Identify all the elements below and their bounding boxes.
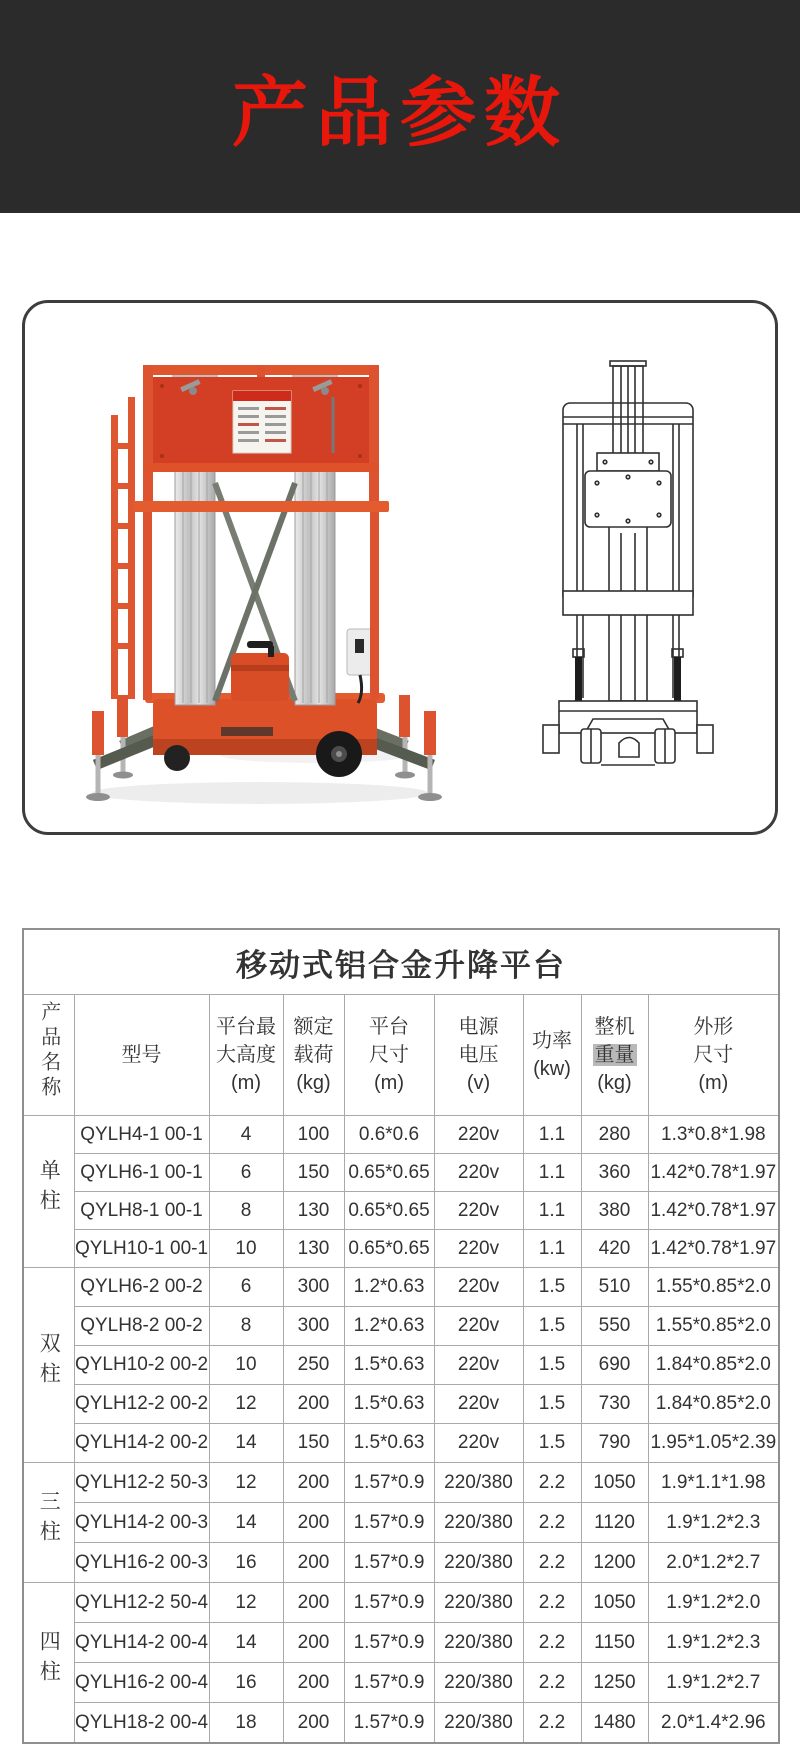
hero-section <box>0 0 800 213</box>
cell-model: QYLH8-1 00-1 <box>74 1192 209 1230</box>
cell-size: 1.5*0.63 <box>344 1385 434 1424</box>
cell-dims: 1.9*1.1*1.98 <box>648 1463 779 1503</box>
table-row <box>23 1623 779 1663</box>
cell-voltage: 220v <box>434 1192 523 1230</box>
table-row <box>23 1424 779 1463</box>
table-row <box>23 1346 779 1385</box>
col-header-rated-load: 额定 载荷 (kg) <box>283 995 344 1116</box>
cell-model: QYLH12-2 00-2 <box>74 1385 209 1424</box>
cell-weight: 1200 <box>581 1543 648 1583</box>
cell-voltage: 220v <box>434 1385 523 1424</box>
cell-model: QYLH4-1 00-1 <box>74 1116 209 1154</box>
cell-size: 1.2*0.63 <box>344 1268 434 1307</box>
cell-weight: 420 <box>581 1230 648 1268</box>
col-header-weight: 整机 重量 (kg) <box>581 995 648 1116</box>
cell-voltage: 220/380 <box>434 1663 523 1703</box>
cell-height: 10 <box>209 1346 283 1385</box>
table-row <box>23 1307 779 1346</box>
cell-size: 1.57*0.9 <box>344 1503 434 1543</box>
cell-dims: 1.55*0.85*2.0 <box>648 1307 779 1346</box>
cell-voltage: 220v <box>434 1346 523 1385</box>
cell-dims: 1.9*1.2*2.3 <box>648 1623 779 1663</box>
cell-model: QYLH14-2 00-2 <box>74 1424 209 1463</box>
cell-power: 2.2 <box>523 1463 581 1503</box>
cell-power: 2.2 <box>523 1543 581 1583</box>
cell-model: QYLH12-2 50-3 <box>74 1463 209 1503</box>
cell-weight: 380 <box>581 1192 648 1230</box>
cell-power: 1.5 <box>523 1307 581 1346</box>
cell-load: 130 <box>283 1230 344 1268</box>
cell-load: 200 <box>283 1463 344 1503</box>
cell-size: 1.57*0.9 <box>344 1663 434 1703</box>
cell-load: 200 <box>283 1663 344 1703</box>
table-row <box>23 1385 779 1424</box>
col-header-model: 型号 <box>74 995 209 1116</box>
table-row <box>23 1116 779 1154</box>
cell-power: 2.2 <box>523 1703 581 1744</box>
cell-model: QYLH16-2 00-3 <box>74 1543 209 1583</box>
table-row <box>23 1154 779 1192</box>
cell-weight: 510 <box>581 1268 648 1307</box>
cell-height: 12 <box>209 1583 283 1623</box>
cell-size: 0.65*0.65 <box>344 1154 434 1192</box>
cell-dims: 1.9*1.2*2.0 <box>648 1583 779 1623</box>
cell-height: 14 <box>209 1623 283 1663</box>
cell-power: 1.1 <box>523 1116 581 1154</box>
cell-weight: 1480 <box>581 1703 648 1744</box>
cell-weight: 690 <box>581 1346 648 1385</box>
group-label-triple-mast: 三柱 <box>23 1463 74 1583</box>
table-header-row <box>23 995 779 1116</box>
cell-weight: 360 <box>581 1154 648 1192</box>
cell-dims: 1.84*0.85*2.0 <box>648 1346 779 1385</box>
cell-size: 1.5*0.63 <box>344 1424 434 1463</box>
cell-weight: 280 <box>581 1116 648 1154</box>
cell-power: 2.2 <box>523 1663 581 1703</box>
cell-height: 16 <box>209 1663 283 1703</box>
cell-power: 1.5 <box>523 1424 581 1463</box>
cell-model: QYLH12-2 50-4 <box>74 1583 209 1623</box>
cell-model: QYLH18-2 00-4 <box>74 1703 209 1744</box>
cell-height: 12 <box>209 1463 283 1503</box>
cell-load: 100 <box>283 1116 344 1154</box>
cell-height: 8 <box>209 1307 283 1346</box>
cell-voltage: 220/380 <box>434 1703 523 1744</box>
cell-voltage: 220v <box>434 1424 523 1463</box>
cell-load: 200 <box>283 1583 344 1623</box>
cell-model: QYLH10-2 00-2 <box>74 1346 209 1385</box>
cell-weight: 730 <box>581 1385 648 1424</box>
col-header-dimensions: 外形 尺寸 (m) <box>648 995 779 1116</box>
cell-size: 1.57*0.9 <box>344 1583 434 1623</box>
cell-load: 200 <box>283 1703 344 1744</box>
cell-height: 18 <box>209 1703 283 1744</box>
table-row <box>23 1663 779 1703</box>
lift-line-drawing <box>543 361 713 765</box>
cell-height: 6 <box>209 1268 283 1307</box>
cell-load: 130 <box>283 1192 344 1230</box>
cell-power: 2.2 <box>523 1503 581 1543</box>
cell-power: 1.1 <box>523 1230 581 1268</box>
group-label-double-mast: 双柱 <box>23 1268 74 1463</box>
cell-dims: 2.0*1.2*2.7 <box>648 1543 779 1583</box>
cell-dims: 2.0*1.4*2.96 <box>648 1703 779 1744</box>
cell-load: 150 <box>283 1154 344 1192</box>
cell-size: 1.57*0.9 <box>344 1623 434 1663</box>
col-header-platform-size: 平台 尺寸 (m) <box>344 995 434 1116</box>
cell-power: 1.5 <box>523 1346 581 1385</box>
cell-dims: 1.84*0.85*2.0 <box>648 1385 779 1424</box>
cell-dims: 1.55*0.85*2.0 <box>648 1268 779 1307</box>
cell-size: 1.57*0.9 <box>344 1703 434 1744</box>
cell-model: QYLH6-1 00-1 <box>74 1154 209 1192</box>
cell-load: 300 <box>283 1268 344 1307</box>
cell-dims: 1.42*0.78*1.97 <box>648 1154 779 1192</box>
cell-dims: 1.42*0.78*1.97 <box>648 1230 779 1268</box>
cell-weight: 790 <box>581 1424 648 1463</box>
table-row <box>23 1192 779 1230</box>
cell-size: 0.65*0.65 <box>344 1230 434 1268</box>
cell-model: QYLH10-1 00-1 <box>74 1230 209 1268</box>
col-header-max-height: 平台最 大高度 (m) <box>209 995 283 1116</box>
cell-size: 1.57*0.9 <box>344 1543 434 1583</box>
cell-load: 150 <box>283 1424 344 1463</box>
cell-height: 10 <box>209 1230 283 1268</box>
cell-height: 8 <box>209 1192 283 1230</box>
cell-model: QYLH16-2 00-4 <box>74 1663 209 1703</box>
cell-power: 1.1 <box>523 1192 581 1230</box>
cell-height: 14 <box>209 1424 283 1463</box>
cell-weight: 1150 <box>581 1623 648 1663</box>
table-row <box>23 1463 779 1503</box>
cell-dims: 1.95*1.05*2.39 <box>648 1424 779 1463</box>
cell-weight: 1050 <box>581 1583 648 1623</box>
cell-voltage: 220/380 <box>434 1623 523 1663</box>
product-image-panel <box>22 300 778 835</box>
cell-model: QYLH14-2 00-4 <box>74 1623 209 1663</box>
col-header-power: 功率 (kw) <box>523 995 581 1116</box>
cell-model: QYLH6-2 00-2 <box>74 1268 209 1307</box>
cell-size: 1.5*0.63 <box>344 1346 434 1385</box>
cell-power: 1.1 <box>523 1154 581 1192</box>
cell-voltage: 220v <box>434 1230 523 1268</box>
table-row <box>23 1703 779 1744</box>
cell-voltage: 220/380 <box>434 1463 523 1503</box>
table-row <box>23 1230 779 1268</box>
cell-power: 2.2 <box>523 1623 581 1663</box>
cell-voltage: 220v <box>434 1116 523 1154</box>
cell-load: 200 <box>283 1503 344 1543</box>
cell-weight: 550 <box>581 1307 648 1346</box>
cell-load: 200 <box>283 1543 344 1583</box>
cell-size: 1.57*0.9 <box>344 1463 434 1503</box>
col-header-voltage: 电源 电压 (v) <box>434 995 523 1116</box>
cell-height: 12 <box>209 1385 283 1424</box>
cell-height: 16 <box>209 1543 283 1583</box>
cell-height: 4 <box>209 1116 283 1154</box>
cell-weight: 1120 <box>581 1503 648 1543</box>
spec-table-section <box>22 928 778 1744</box>
cell-model: QYLH14-2 00-3 <box>74 1503 209 1543</box>
cell-load: 200 <box>283 1623 344 1663</box>
cell-size: 1.2*0.63 <box>344 1307 434 1346</box>
col-header-product-name: 产品名称 <box>23 995 74 1116</box>
cell-voltage: 220v <box>434 1307 523 1346</box>
page-title: 产品参数 <box>232 71 568 156</box>
group-label-quad-mast: 四柱 <box>23 1583 74 1744</box>
cell-power: 1.5 <box>523 1268 581 1307</box>
cell-load: 200 <box>283 1385 344 1424</box>
table-row <box>23 1268 779 1307</box>
cell-size: 0.6*0.6 <box>344 1116 434 1154</box>
table-row <box>23 1503 779 1543</box>
cell-dims: 1.3*0.8*1.98 <box>648 1116 779 1154</box>
cell-height: 6 <box>209 1154 283 1192</box>
cell-voltage: 220v <box>434 1154 523 1192</box>
cell-voltage: 220/380 <box>434 1583 523 1623</box>
cell-weight: 1050 <box>581 1463 648 1503</box>
cell-power: 2.2 <box>523 1583 581 1623</box>
cell-weight: 1250 <box>581 1663 648 1703</box>
cell-voltage: 220/380 <box>434 1543 523 1583</box>
cell-voltage: 220/380 <box>434 1503 523 1543</box>
cell-size: 0.65*0.65 <box>344 1192 434 1230</box>
cell-voltage: 220v <box>434 1268 523 1307</box>
cell-height: 14 <box>209 1503 283 1543</box>
group-label-single-mast: 单柱 <box>23 1116 74 1268</box>
cell-dims: 1.9*1.2*2.7 <box>648 1663 779 1703</box>
cell-power: 1.5 <box>523 1385 581 1424</box>
cell-load: 250 <box>283 1346 344 1385</box>
table-row <box>23 1543 779 1583</box>
product-illustrations <box>25 303 775 832</box>
table-title: 移动式铝合金升降平台 <box>23 929 779 995</box>
cell-dims: 1.9*1.2*2.3 <box>648 1503 779 1543</box>
cell-model: QYLH8-2 00-2 <box>74 1307 209 1346</box>
table-row <box>23 1583 779 1623</box>
cell-dims: 1.42*0.78*1.97 <box>648 1192 779 1230</box>
lift-photo-illustration <box>86 365 442 804</box>
spec-table <box>22 928 780 1744</box>
cell-load: 300 <box>283 1307 344 1346</box>
